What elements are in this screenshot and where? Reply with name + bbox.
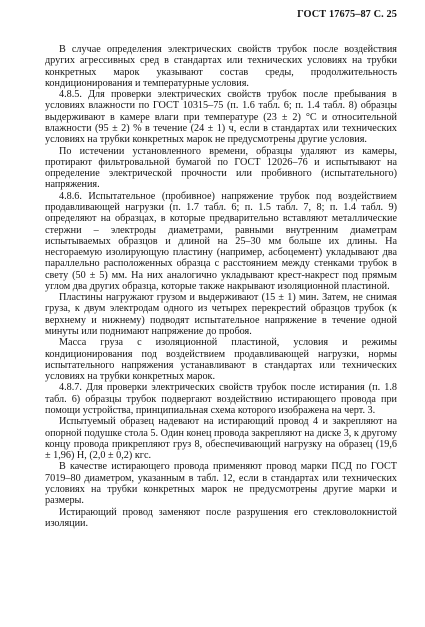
paragraph-4-8-7: 4.8.7. Для проверки электрических свойств трубок после истирания (п. 1.8 табл. 6) образцы трубок подвергают воздействию истирающего провода при помощи устройства, принципиальная схема которого изображена на черт. 3.	[45, 382, 397, 416]
paragraph-after-exposure: По истечении установленного времени, образцы удаляют из камеры, протирают фильтровальной бумагой по ГОСТ 12026–76 и испытывают на определение электрической прочности или пробивного (испытательного) напряжения.	[45, 145, 397, 191]
paragraph-specimen-mounting: Испытуемый образец надевают на истирающий провод 4 и закрепляют на опорной подушке стола 5. Один конец провода закрепляют на диске 3, к другому концу провода прикрепляют груз 8, обеспечивающий нагрузку на образец (19,6 ± 1,96) Н, (2,0 ± 0,2) кгс.	[45, 416, 397, 462]
page-header: ГОСТ 17675–87 С. 25	[297, 9, 397, 20]
paragraph-4-8-6: 4.8.6. Испытательное (пробивное) напряжение трубок под воздействием продавливающей нагрузки (п. 1.7 табл. 6; п. 1.5 табл. 7, 8; п. 1.4 табл. 9) определяют на образцах, в которые предварительно вставляют металлические стержни – электроды диаметрами, равными внутренним диаметрам испытываемых образцов и длиной на 25–30 мм больше их длины. На несгораемую изолирующую пластину (например, асбоцемент) укладывают два параллельно расположенных образца с расстоянием между стенками трубок в свету (50 ± 5) мм. На них аналогично укладывают крест-накрест под прямым углом два других образца, которые также накрывают изоляционной пластиной.	[45, 190, 397, 292]
paragraph-abrasive-wire: В качестве истирающего провода применяют провод марки ПСД по ГОСТ 7019–80 диаметром, указанным в табл. 12, если в стандартах или технических условиях на трубки конкретных марок не предусмотрены другие марки и размеры.	[45, 461, 397, 507]
paragraph-wire-replacement: Истирающий провод заменяют после разрушения его стекловолокнистой изоляции.	[45, 506, 397, 529]
document-body	[45, 44, 397, 529]
paragraph-load-mass: Масса груза с изоляционной пластиной, условия и режимы кондиционирования под воздействием продавливающей нагрузки, нормы испытательного напряжения устанавливают в стандартах или технических условиях на трубки конкретных марок.	[45, 337, 397, 383]
paragraph-4-8-5: 4.8.5. Для проверки электрических свойств трубок после пребывания в условиях влажности по ГОСТ 10315–75 (п. 1.6 табл. 6; п. 1.4 табл. 8) образцы выдерживают в камере влаги при температуре (23 ± 2) °С и относительной влажности (95 ± 2) % в течение (24 ± 1) ч, если в стандартах или технических условиях на трубки конкретных марок не предусмотрены другие условия.	[45, 89, 397, 146]
paragraph-load-plates: Пластины нагружают грузом и выдерживают (15 ± 1) мин. Затем, не снимая груза, к двум электродам одного из четырех перекрестий образцов трубок (к верхнему и нижнему) подводят испытательное напряжение в течение одной минуты или поднимают напряжение до пробоя.	[45, 292, 397, 338]
paragraph-other-media: В случае определения электрических свойств трубок после воздействия других агрессивных сред в стандартах или технических условиях на трубки конкретных марок указывают состав среды, продолжительность кондиционирования и температурные условия.	[45, 44, 397, 89]
